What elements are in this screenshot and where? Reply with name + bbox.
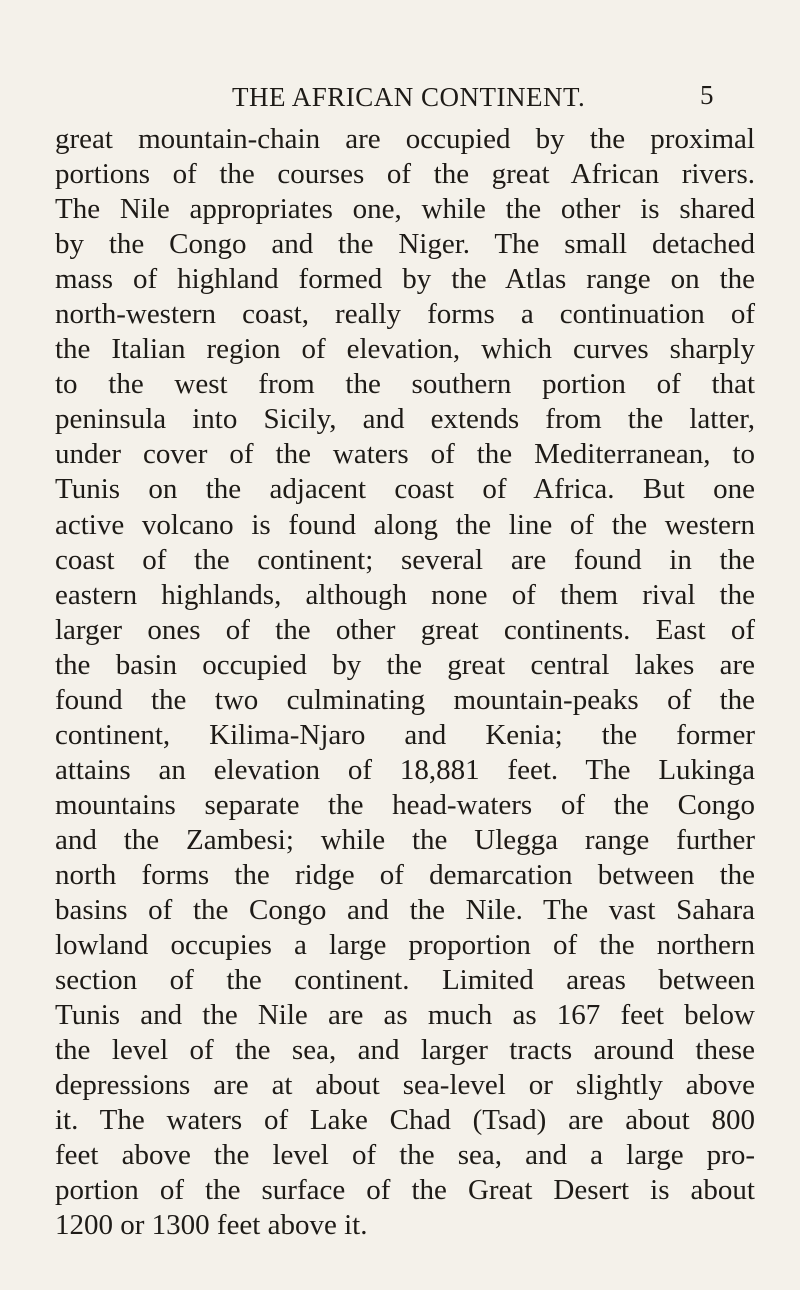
text-line: the basin occupied by the great central lakes are — [55, 648, 755, 681]
body-text — [55, 122, 755, 1244]
text-line: Tunis and the Nile are as much as 167 feet below — [55, 999, 755, 1032]
text-line: continent, Kilima-Njaro and Kenia; the former — [55, 718, 755, 751]
text-line: feet above the level of the sea, and a large pro- — [55, 1139, 755, 1172]
text-line: Tunis on the adjacent coast of Africa. But one — [55, 473, 755, 506]
text-line: attains an elevation of 18,881 feet. The Lukinga — [55, 753, 755, 786]
text-line: mountains separate the head-waters of the Congo — [55, 788, 755, 821]
text-line: basins of the Congo and the Nile. The vast Sahara — [55, 894, 755, 927]
text-line: north-western coast, really forms a continuation of — [55, 298, 755, 331]
text-line: mass of highland formed by the Atlas range on the — [55, 263, 755, 296]
text-line: under cover of the waters of the Mediterranean, to — [55, 438, 755, 471]
text-line: The Nile appropriates one, while the other is shared — [55, 193, 755, 226]
text-line: larger ones of the other great continents. East of — [55, 613, 755, 646]
text-line: the level of the sea, and larger tracts around these — [55, 1034, 755, 1067]
text-line: portions of the courses of the great African rivers. — [55, 158, 755, 191]
text-line: portion of the surface of the Great Desert is about — [55, 1174, 755, 1207]
text-line: great mountain-chain are occupied by the proximal — [55, 123, 755, 155]
text-line: north forms the ridge of demarcation between the — [55, 858, 755, 891]
running-title: THE AFRICAN CONTINENT. — [232, 82, 586, 112]
text-line: eastern highlands, although none of them rival the — [55, 578, 755, 611]
text-line: peninsula into Sicily, and extends from the latter, — [55, 403, 755, 436]
text-line: and the Zambesi; while the Ulegga range further — [55, 823, 755, 856]
text-line: to the west from the southern portion of that — [55, 368, 755, 401]
text-line: depressions are at about sea-level or slightly above — [55, 1069, 755, 1102]
text-line: coast of the continent; several are found in the — [55, 543, 755, 576]
text-line: active volcano is found along the line of the western — [55, 508, 755, 541]
text-line: found the two culminating mountain-peaks of the — [55, 683, 755, 716]
text-line: by the Congo and the Niger. The small detached — [55, 228, 755, 261]
text-line: the Italian region of elevation, which curves sharply — [55, 333, 755, 366]
page-number: 5 — [700, 80, 714, 110]
text-line: it. The waters of Lake Chad (Tsad) are about 800 — [55, 1104, 755, 1137]
running-header — [0, 82, 800, 112]
text-line: section of the continent. Limited areas between — [55, 964, 755, 997]
text-line: 1200 or 1300 feet above it. — [55, 1209, 368, 1242]
text-line: lowland occupies a large proportion of the northern — [55, 929, 755, 962]
